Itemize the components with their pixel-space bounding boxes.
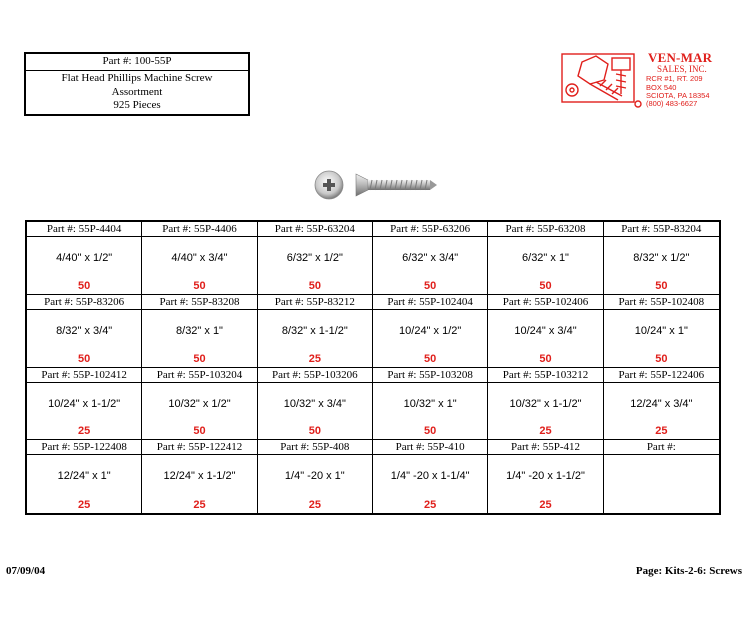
quantity: 25 [424,499,437,511]
quantity: 50 [193,279,206,292]
screw-size: 4/40" x 3/4" [171,252,228,264]
quantity: 50 [193,352,206,365]
screw-size: 10/32" x 1/2" [168,397,231,410]
part-number: Part #: [604,440,719,455]
part-cell [27,222,142,295]
part-cell [488,368,603,441]
quantity: 50 [424,425,437,438]
quantity: 50 [655,352,668,365]
phone-number: (800) 483-6627 [646,99,698,108]
part-number: Part #: 55P-63206 [373,222,487,237]
part-cell [142,295,257,368]
quantity: 25 [193,499,206,511]
screw-size: 12/24" x 3/4" [630,397,693,410]
part-cell [488,222,603,295]
part-number: Part #: 55P-102404 [373,295,487,310]
quantity: 50 [78,279,91,292]
kit-description [26,71,248,113]
screw-size: 10/32" x 1" [403,397,457,410]
screw-size: 1/4" -20 x 1" [284,470,345,483]
part-number: Part #: 55P-4406 [142,222,256,237]
quantity: 25 [539,425,552,438]
company-subtitle: SALES, INC. [657,64,707,74]
company-name: VEN-MAR [648,50,713,65]
screw-size: 10/32" x 3/4" [283,397,346,410]
part-number: Part #: 55P-63204 [258,222,372,237]
hardware-emblem-icon [560,50,644,110]
kit-description-line: Flat Head Phillips Machine Screw [61,72,213,84]
part-number: Part #: 55P-83212 [258,295,372,310]
quantity: 25 [539,499,552,511]
part-number: Part #: 55P-103206 [258,368,372,383]
screw-size: 8/32" x 1/2" [633,252,690,264]
part-cell [604,295,719,368]
part-cell [258,222,373,295]
company-logo [560,50,748,110]
part-number: Part #: 55P-122408 [27,440,141,455]
part-number: Part #: 55P-102412 [27,368,141,383]
kit-piece-count: 925 Pieces [113,99,161,111]
part-number: Part #: 55P-408 [258,440,372,455]
screw-size: 12/24" x 1-1/2" [163,470,236,483]
quantity: 50 [193,425,206,438]
quantity: 25 [655,425,668,438]
part-cell [604,440,719,513]
quantity: 50 [424,279,437,292]
screw-size: 1/4" -20 x 1-1/4" [390,470,470,483]
screw-size: 6/32" x 3/4" [402,252,459,264]
screw-size: 10/24" x 1/2" [399,324,462,337]
part-cell [258,440,373,513]
screw-size: 10/24" x 3/4" [514,324,577,337]
part-cell [142,222,257,295]
screw-size: 1/4" -20 x 1-1/2" [506,470,585,483]
address-line: RCR #1, RT. 209 [646,74,703,83]
screw-size: 10/24" x 1" [634,324,688,337]
part-cell [373,295,488,368]
screw-size: 8/32" x 1-1/2" [281,324,348,337]
part-number: Part #: 55P-103204 [142,368,256,383]
screw-size: 10/24" x 1-1/2" [48,397,121,410]
quantity: 50 [308,425,321,438]
part-number: Part #: 55P-83206 [27,295,141,310]
part-number: Part #: 55P-122412 [142,440,256,455]
part-cell [27,295,142,368]
part-number: Part #: 55P-63208 [488,222,602,237]
part-cell [604,368,719,441]
part-number: Part #: 55P-103212 [488,368,602,383]
quantity: 50 [424,352,437,365]
screw-size: 8/32" x 1" [176,324,223,337]
part-number: Part #: 55P-4404 [27,222,141,237]
part-cell [258,295,373,368]
kit-part-number: Part #: 100-55P [26,54,248,71]
part-number: Part #: 55P-412 [488,440,602,455]
part-cell [258,368,373,441]
screw-size: 4/40" x 1/2" [56,252,113,264]
part-number: Part #: 55P-83204 [604,222,719,237]
part-cell [488,440,603,513]
address-line: BOX 540 [646,83,677,92]
part-cell [373,368,488,441]
part-number: Part #: 55P-103208 [373,368,487,383]
quantity: 50 [308,279,321,292]
part-cell [373,440,488,513]
part-number: Part #: 55P-102406 [488,295,602,310]
part-cell [142,440,257,513]
screw-size: 6/32" x 1" [522,252,569,264]
part-cell [373,222,488,295]
quantity: 50 [539,279,552,292]
part-cell [27,440,142,513]
quantity: 50 [655,279,668,292]
quantity: 25 [308,499,321,511]
parts-grid [25,220,721,515]
part-number: Part #: 55P-122406 [604,368,719,383]
part-cell [142,368,257,441]
kit-description-line: Assortment [111,85,163,98]
quantity: 25 [78,499,91,511]
screw-size: 12/24" x 1" [57,470,111,483]
part-number: Part #: 55P-102408 [604,295,719,310]
screw-size: 6/32" x 1/2" [286,252,343,264]
product-title-box [24,52,250,116]
page-label: Page: Kits-2-6: Screws [635,565,742,577]
part-cell [604,222,719,295]
quantity: 50 [539,352,552,365]
part-number: Part #: 55P-83208 [142,295,256,310]
part-cell [27,368,142,441]
screw-size: 10/32" x 1-1/2" [509,397,582,410]
screw-image [312,168,438,202]
address-line: SCIOTA, PA 18354 [646,91,710,100]
part-number: Part #: 55P-410 [373,440,487,455]
screw-size: 8/32" x 3/4" [56,324,113,337]
quantity: 25 [308,352,321,365]
part-cell [488,295,603,368]
quantity: 50 [78,352,91,365]
quantity: 25 [78,425,91,438]
print-date: 07/09/04 [6,565,46,577]
